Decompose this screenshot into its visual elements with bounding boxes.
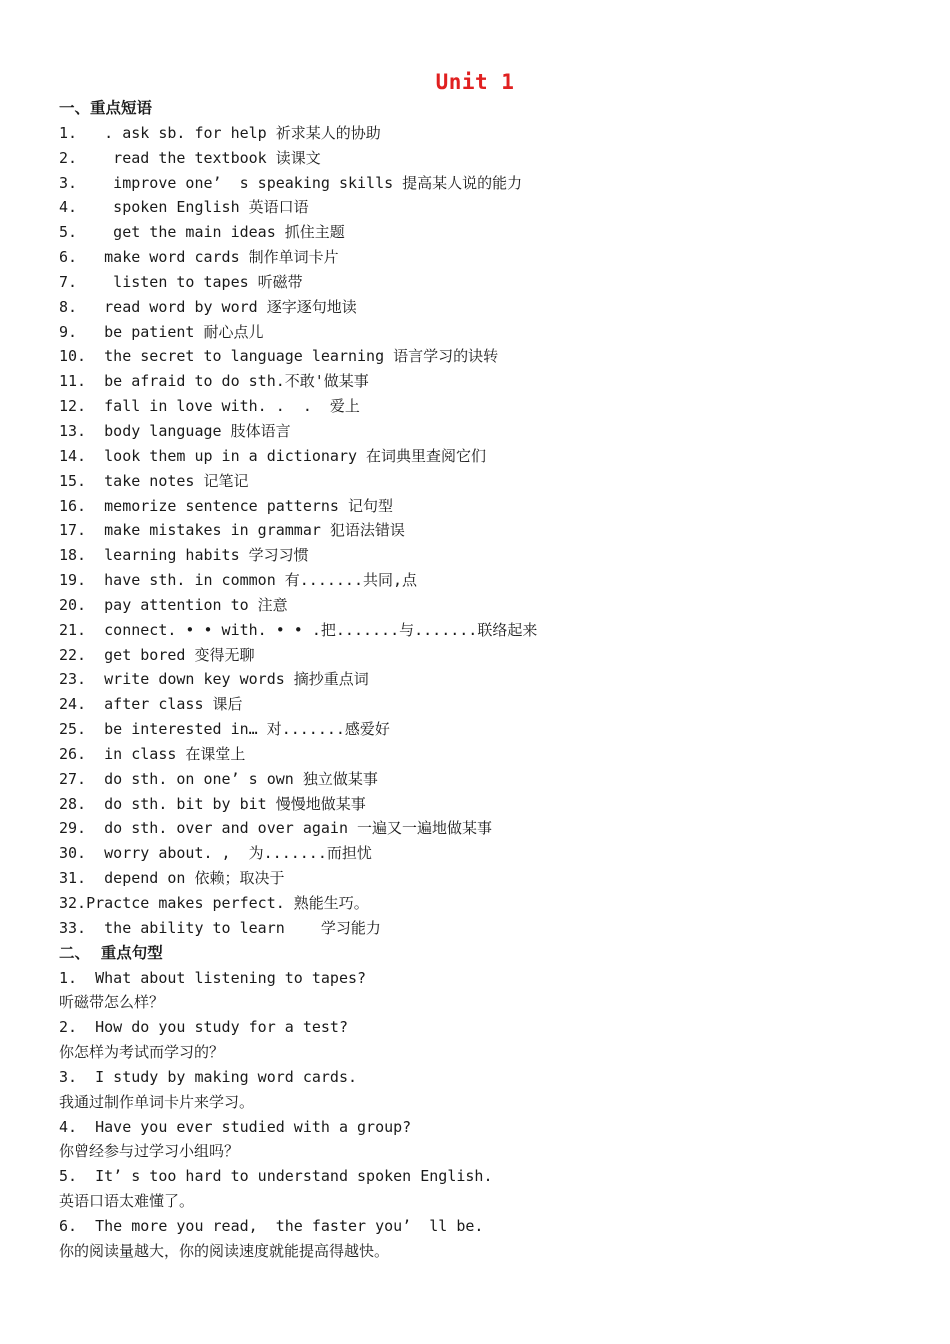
phrase-item: 7. listen to tapes 听磁带 (59, 272, 303, 291)
phrase-item: 5. get the main ideas 抓住主题 (59, 223, 345, 242)
phrase-item: 22. get bored 变得无聊 (59, 645, 255, 664)
phrase-item: 12. fall in love with. . . 爱上 (59, 397, 360, 416)
phrase-item: 13. body language 肢体语言 (59, 421, 291, 440)
sentence-chinese: 听磁带怎么样？ (59, 993, 165, 1012)
phrase-item: 2. read the textbook 读课文 (59, 148, 321, 167)
document-content (59, 96, 919, 1264)
phrase-item: 6. make word cards 制作单词卡片 (59, 248, 339, 267)
sentence-chinese: 我通过制作单词卡片来学习。 (59, 1092, 255, 1111)
phrase-item: 14. look them up in a dictionary 在词典里查阅它们 (59, 446, 487, 465)
phrase-item: 9. be patient 耐心点儿 (59, 322, 264, 341)
phrase-item: 27. do sth. on one’ s own 独立做某事 (59, 769, 378, 788)
sentence-english: 2. How do you study for a test? (59, 1018, 348, 1037)
phrase-item: 33. the ability to learn 学习能力 (59, 918, 381, 937)
phrase-item: 4. spoken English 英语口语 (59, 198, 309, 217)
section-heading-sentences: 二、 重点句型 (59, 943, 163, 962)
phrase-item: 20. pay attention to 注意 (59, 595, 288, 614)
section-heading-phrases: 一、重点短语 (59, 99, 153, 117)
page-title: Unit 1 (435, 70, 515, 94)
sentence-list (59, 966, 919, 1264)
phrase-item: 10. the secret to language learning 语言学习的诀转 (59, 347, 499, 366)
phrase-item: 30. worry about. , 为.......而担忧 (59, 844, 372, 863)
phrase-item: 19. have sth. in common 有.......共同,点 (59, 571, 418, 590)
sentence-english: 4. Have you ever studied with a group? (59, 1117, 412, 1136)
phrase-item: 25. be interested in… 对.......感爱好 (59, 720, 390, 739)
sentence-chinese: 英语口语太难懂了。 (59, 1192, 195, 1211)
sentence-chinese: 你的阅读量越大，你的阅读速度就能提高得越快。 (59, 1241, 390, 1260)
phrase-item: 11. be afraid to do sth.不敢'做某事 (59, 372, 369, 391)
sentence-chinese: 你曾经参与过学习小组吗？ (59, 1142, 240, 1161)
phrase-list (59, 121, 919, 941)
phrase-item: 24. after class 课后 (59, 695, 243, 714)
phrase-item: 23. write down key words 摘抄重点词 (59, 670, 369, 689)
phrase-item: 15. take notes 记笔记 (59, 471, 249, 490)
sentence-english: 5. It’ s too hard to understand spoken English. (59, 1167, 493, 1186)
phrase-item: 16. memorize sentence patterns 记句型 (59, 496, 393, 515)
sentence-chinese: 你怎样为考试而学习的？ (59, 1043, 225, 1062)
phrase-item: 17. make mistakes in grammar 犯语法错误 (59, 521, 405, 540)
phrase-item: 18. learning habits 学习习惯 (59, 546, 309, 565)
phrase-item: 29. do sth. over and over again 一遍又一遍地做某事 (59, 819, 493, 838)
sentence-english: 3. I study by making word cards. (59, 1067, 358, 1086)
phrase-item: 3. improve one’ s speaking skills 提高某人说的能力 (59, 173, 523, 192)
phrase-item: 26. in class 在课堂上 (59, 744, 246, 763)
phrase-item: 8. read word by word 逐字逐句地读 (59, 297, 357, 316)
sentence-english: 6. The more you read, the faster you’ ll be. (59, 1216, 484, 1235)
phrase-item: 32.Practce makes perfect. 熟能生巧。 (59, 894, 369, 912)
phrase-item: 1. . ask sb. for help 祈求某人的协助 (59, 123, 381, 142)
phrase-item: 21. connect. • • with. • • .把.......与.......联络起来 (59, 620, 538, 639)
phrase-item: 31. depend on 依赖；取决于 (59, 869, 285, 888)
phrase-item: 28. do sth. bit by bit 慢慢地做某事 (59, 794, 366, 813)
sentence-english: 1. What about listening to tapes? (59, 968, 367, 987)
